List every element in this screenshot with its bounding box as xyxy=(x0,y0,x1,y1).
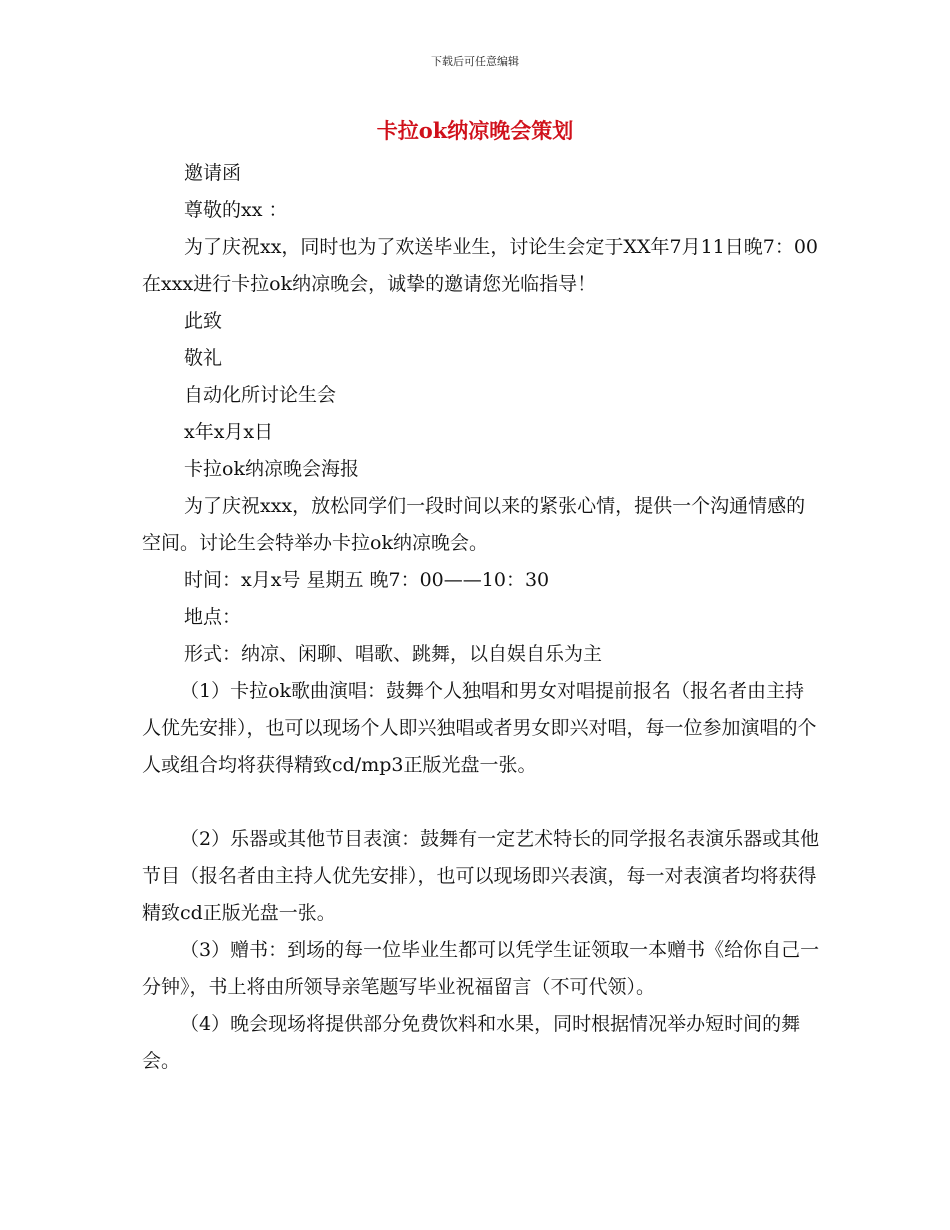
header-note: 下载后可任意编辑 xyxy=(431,55,519,68)
event-time: 时间：x月x号 星期五 晚7：00——10：30 xyxy=(184,569,550,591)
closing-line-1: 此致 xyxy=(184,310,223,332)
item-4-refreshments: （4）晚会现场将提供部分免费饮料和水果，同时根据情况举办短时间的舞会。 xyxy=(142,1013,801,1072)
poster-heading: 卡拉ok纳凉晚会海报 xyxy=(184,458,359,480)
event-format: 形式：纳凉、闲聊、唱歌、跳舞，以自娱自乐为主 xyxy=(184,643,603,665)
salutation: 尊敬的xx ： xyxy=(184,199,288,221)
item-2-performance: （2）乐器或其他节目表演：鼓舞有一定艺术特长的同学报名表演乐器或其他节目（报名者由主持人优先安排），也可以现场即兴表演，每一对表演者均将获得精致cd正版光盘一张。 xyxy=(142,828,820,924)
paragraph-gap xyxy=(142,784,822,821)
closing-line-2: 敬礼 xyxy=(184,347,223,369)
invitation-body: 为了庆祝xx，同时也为了欢送毕业生，讨论生会定于XX年7月11日晚7：00在xxx进行卡拉ok纳凉晚会，诚挚的邀请您光临指导！ xyxy=(142,236,819,295)
document-body xyxy=(142,155,822,1080)
document-title: 卡拉ok纳凉晚会策划 xyxy=(376,118,574,143)
event-location: 地点： xyxy=(184,606,242,628)
invitation-heading: 邀请函 xyxy=(184,162,242,184)
signature-org: 自动化所讨论生会 xyxy=(184,384,337,406)
item-1-karaoke: （1）卡拉ok歌曲演唱：鼓舞个人独唱和男女对唱提前报名（报名者由主持人优先安排），也可以现场个人即兴独唱或者男女即兴对唱，每一位参加演唱的个人或组合均将获得精致cd/mp3正版光盘一张。 xyxy=(142,680,817,776)
signature-date: x年x月x日 xyxy=(184,421,274,443)
item-3-book-gift: （3）赠书：到场的每一位毕业生都可以凭学生证领取一本赠书《给你自己一分钟》，书上将由所领导亲笔题写毕业祝福留言（不可代领）。 xyxy=(142,939,820,998)
poster-intro: 为了庆祝xxx，放松同学们一段时间以来的紧张心情，提供一个沟通情感的空间。讨论生会特举办卡拉ok纳凉晚会。 xyxy=(142,495,806,554)
